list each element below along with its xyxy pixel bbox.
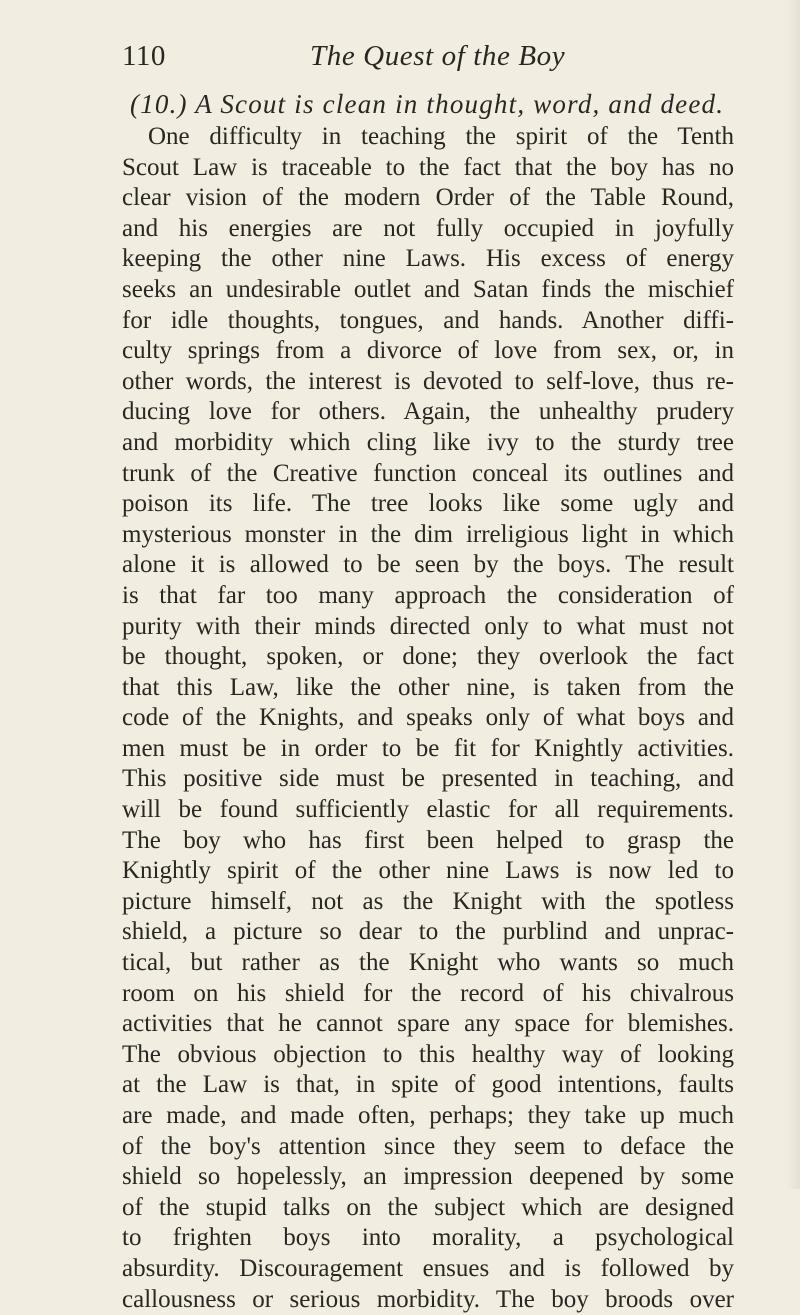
- text-line: The boy who has first been helped to grasp the: [122, 826, 734, 854]
- text-line: tical, but rather as the Knight who wants so much: [122, 949, 734, 977]
- text-line: be thought, spoken, or done; they overlook the fact: [122, 643, 734, 671]
- text-line: is that far too many approach the consideration of: [122, 581, 734, 609]
- text-line: at the Law is that, in spite of good intentions, faults: [122, 1071, 734, 1099]
- text-line: will be found sufficiently elastic for all requirements.: [122, 796, 734, 824]
- text-line: to frighten boys into morality, a psychological: [122, 1224, 734, 1252]
- text-line: mysterious monster in the dim irreligious light in which: [122, 520, 734, 548]
- text-line: and his energies are not fully occupied in joyfully: [122, 214, 734, 242]
- text-line: code of the Knights, and speaks only of what boys and: [122, 704, 734, 732]
- page-header: [122, 36, 718, 80]
- text-line: purity with their minds directed only to what must not: [122, 612, 734, 640]
- text-line: callousness or serious morbidity. The boy broods over: [122, 1285, 734, 1313]
- section-heading: (10.) A Scout is clean in thought, word, and deed.: [130, 89, 725, 119]
- text-line: room on his shield for the record of his chivalrous: [122, 979, 734, 1007]
- body-paragraph: [122, 122, 734, 1315]
- running-title: The Quest of the Boy: [310, 40, 566, 72]
- text-line: ducing love for others. Again, the unhealthy prudery: [122, 398, 734, 426]
- text-line: other words, the interest is devoted to self-love, thus re-: [122, 367, 734, 395]
- text-line: and morbidity which cling like ivy to the sturdy tree: [122, 428, 734, 456]
- text-line: activities that he cannot spare any space for blemishes.: [122, 1010, 734, 1038]
- text-line: seeks an undesirable outlet and Satan finds the mischief: [122, 275, 734, 303]
- text-line: The obvious objection to this healthy way of looking: [122, 1040, 734, 1068]
- text-line: for idle thoughts, tongues, and hands. Another diffi-: [122, 306, 734, 334]
- text-line: culty springs from a divorce of love from sex, or, in: [122, 337, 734, 365]
- text-line: shield, a picture so dear to the purblind and unprac-: [122, 918, 734, 946]
- text-line: clear vision of the modern Order of the Table Round,: [122, 184, 734, 212]
- text-line: Scout Law is traceable to the fact that the boy has no: [122, 153, 734, 181]
- text-line: of the boy's attention since they seem to deface the: [122, 1132, 734, 1160]
- page-edge-shadow: [786, 0, 800, 1189]
- text-line: trunk of the Creative function conceal its outlines and: [122, 459, 734, 487]
- page-number: 110: [122, 40, 166, 72]
- text-line: alone it is allowed to be seen by the boys. The result: [122, 551, 734, 579]
- text-line: shield so hopelessly, an impression deepened by some: [122, 1163, 734, 1191]
- text-line: that this Law, like the other nine, is taken from the: [122, 673, 734, 701]
- text-line: are made, and made often, perhaps; they take up much: [122, 1102, 734, 1129]
- text-line: Knightly spirit of the other nine Laws is now led to: [122, 857, 734, 885]
- text-line: One difficulty in teaching the spirit of the Tenth: [148, 123, 734, 150]
- text-line: absurdity. Discouragement ensues and is followed by: [122, 1254, 734, 1282]
- text-line: of the stupid talks on the subject which are designed: [122, 1193, 734, 1221]
- text-line: keeping the other nine Laws. His excess of energy: [122, 245, 734, 273]
- text-line: men must be in order to be fit for Knightly activities.: [122, 734, 734, 762]
- text-line: poison its life. The tree looks like some ugly and: [122, 490, 734, 518]
- text-line: This positive side must be presented in teaching, and: [122, 765, 734, 793]
- text-line: picture himself, not as the Knight with the spotless: [122, 887, 734, 915]
